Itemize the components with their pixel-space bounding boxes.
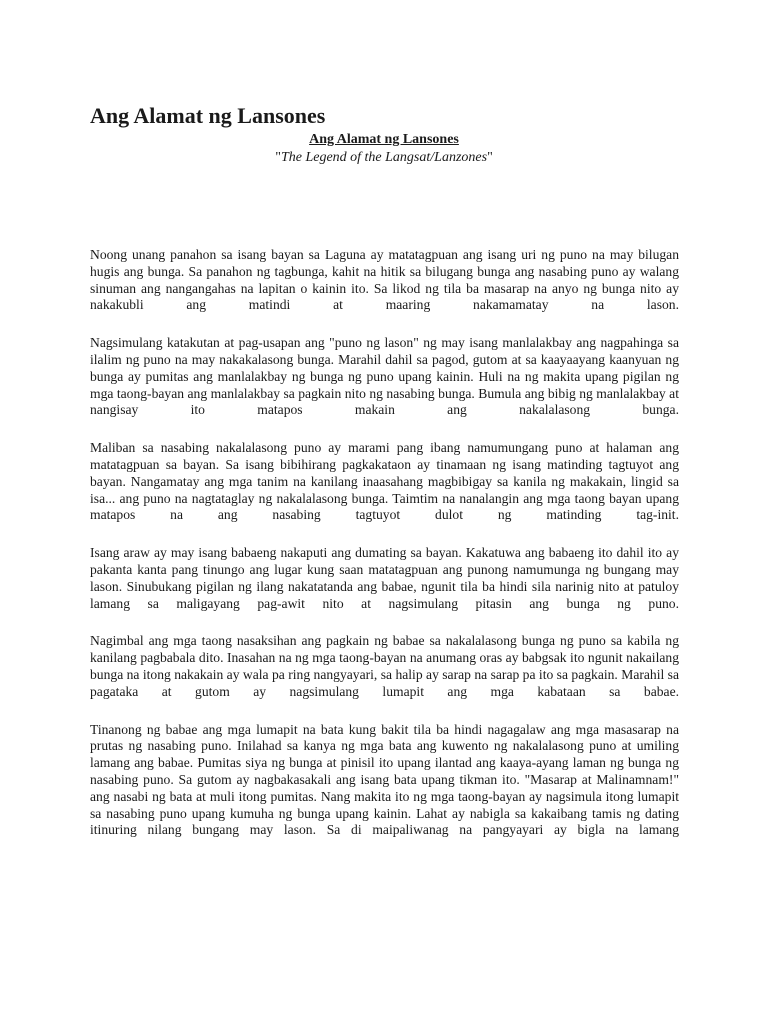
paragraph-3: Maliban sa nasabing nakalalasong puno ay marami pang ibang namumungang puno at halaman ang matatagpuan sa bayan. Sa isang bibihirang pagkakataon ay tinamaan ng isang matinding tagtuyot ang bayan. Nangamatay ang mga tanim na kanilang inaasahang magbibigay sa kanila ng makakain, lingid sa isa... ang puno na nagtataglay ng nakalalasong bunga. Taimtim na nanalangin ang mga taong bayan upang matapos na ang nasabing tagtuyot dulot ng matinding tag-init. [90,440,679,523]
story-title: Ang Alamat ng Lansones [309,132,459,147]
paragraph-6: Tinanong ng babae ang mga lumapit na bata kung bakit tila ba hindi nagagalaw ang mga masasarap na prutas ng nasabing puno. Inilahad sa kanya ng mga bata ang kuwento ng nakalalasong puno at umiling lamang ang babae. Pumitas siya ng bunga at pinisil ito upang ilantad ang kaaya-ayang laman ng bunga ng nasabing puno. Sa gutom ay nagbakasakali ang isang bata upang tikman ito. "Masarap at Malinamnam!" ang nasabi ng bata at muli itong pumitas. Nang makita ito ng mga taong-bayan ay nagsimula itong lumapit sa nasabing puno upang kumuha ng bunga upang kainin. Lahat ay nabigla sa kakaibang tamis ng dating itinuring nilang bungang may lason. Sa di maipaliwanag na pangyayari ay bigla na lamang [90,721,679,838]
story-body [90,247,679,839]
close-quote: " [487,150,493,165]
paragraph-4: Isang araw ay may isang babaeng nakaputi ang dumating sa bayan. Kakatuwa ang babaeng ito dahil ito ay pakanta kanta pang tinungo ang lugar kung saan matatagpuan ang punong namumunga ng bungang may lason. Sinubukang pigilan ng ilang nakatatanda ang babae, ngunit tila ba hindi sila narinig nito at patuloy lamang sa maligayang pag-awit nito at nagsimulang pitasin ang bunga ng puno. [90,545,679,611]
paragraph-5: Nagimbal ang mga taong nasaksihan ang pagkain ng babae sa nakalalasong bunga ng puno sa kabila ng kanilang pagbabala dito. Inasahan na ng mga taong-bayan na anumang oras ay babgsak ito ngunit nakailang bunga na itong nakakain ay wala pa ring nangyayari, sa halip ay sarap na sarap pa ito sa pagkain. Marahil sa pagataka at gutom ay nagsimulang lumapit ang mga kabataan sa babae. [90,633,679,699]
paragraph-2: Nagsimulang katakutan at pag-usapan ang "puno ng lason" ng may isang manlalakbay ang nagpahinga sa ilalim ng puno na may nakakalasong bunga. Marahil dahil sa pagod, gutom at sa kaayaayang kaanyuan ng bunga ay pumitas ang manlalakbay ng bunga ng puno upang kainin. Huli na ng makita upang pigilan ng mga taong-bayan ang manlalakbay sa pagkain nito ng nasabing bunga. Bumula ang bibig ng manlalakbay at nangisay ito matapos makain ang nakalalasong bunga. [90,335,679,418]
open-quote: " [275,150,281,165]
document-title: Ang Alamat ng Lansones [90,103,326,128]
paragraph-1: Noong unang panahon sa isang bayan sa Laguna ay matatagpuan ang isang uri ng puno na may bilugan hugis ang bunga. Sa panahon ng tagbunga, kahit na hitik sa bilugang bunga ang nasabing puno ay walang sinuman ang nangangahas na lapitan o kainin ito. Sa likod ng tila ba masarap na anyo ng bunga nito ay nakakubli ang matindi at maaring nakamamatay na lason. [90,247,679,313]
english-title-text: The Legend of the Langsat/Lanzones [280,150,488,165]
story-english-title [0,150,768,166]
